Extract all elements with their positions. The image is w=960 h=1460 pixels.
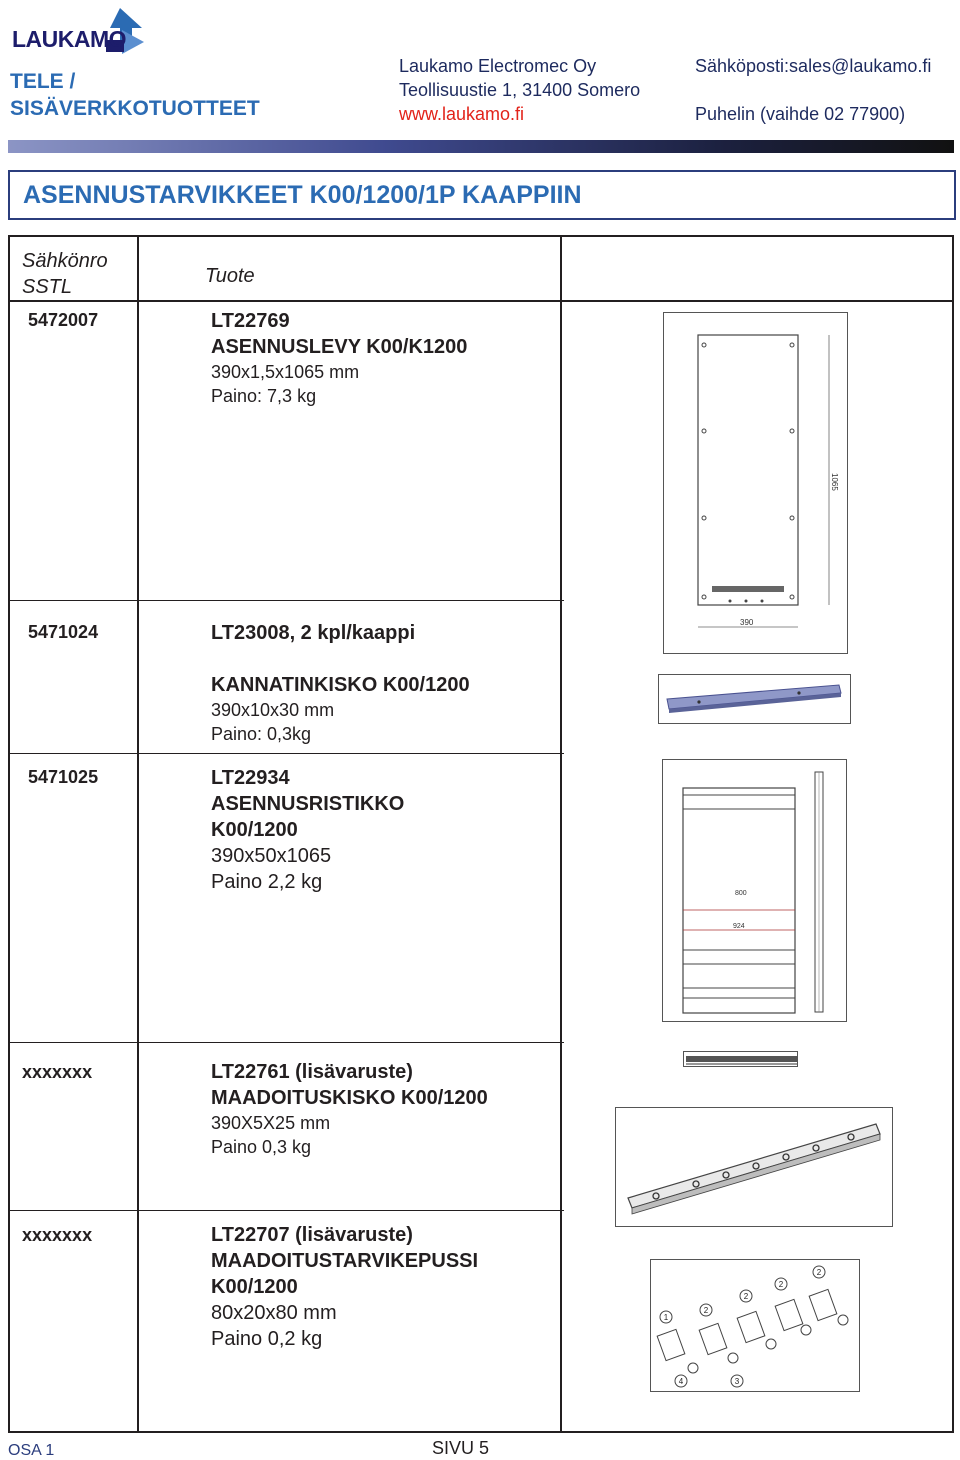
phone-number: Puhelin (vaihde 02 77900) [695,104,906,124]
product-code: 5472007 [28,310,99,330]
row-divider [8,1042,564,1043]
column-header-tuote: Tuote [205,265,255,287]
table-top-border [8,235,954,237]
product-description: LT22769 ASENNUSLEVY K00/K1200 390x1,5x1065 mm Paino: 7,3 kg [211,310,468,406]
logo-text: LAUKAMO [12,26,127,52]
row-divider [8,1210,564,1211]
page-title: ASENNUSTARVIKKEET K00/1200/1P KAAPPIIN [23,181,582,209]
callout-label: 4 [678,1377,684,1386]
company-address: Teollisuustie 1, 31400 Somero [399,80,641,100]
product-code: xxxxxxx [22,1062,93,1082]
table-left-border [8,235,10,1433]
contact-info [695,54,931,126]
category-line-1: TELE / [10,70,76,93]
company-website-link[interactable]: www.laukamo.fi [399,104,525,124]
column-header-sahkonro: Sähkönro SSTL [22,250,108,298]
mounting-plate-drawing [663,312,848,654]
company-name: Laukamo Electromec Oy [399,56,597,76]
grounding-rail-detail [683,1051,798,1067]
callout-label: 2 [778,1280,784,1289]
header-gradient-bar [8,140,954,153]
support-rail-image [658,674,851,724]
company-info [399,54,640,126]
grid-dimension-1: 800 [735,890,747,897]
column-divider-1 [137,235,139,1433]
email-link[interactable]: Sähköposti:sales@laukamo.fi [695,56,932,76]
callout-label: 2 [816,1268,822,1277]
product-description: LT22707 (lisävaruste) MAADOITUSTARVIKEPUSSI K00/1200 80x20x80 mm Paino 0,2 kg [211,1224,479,1350]
product-code: 5471025 [28,767,99,787]
callout-label: 3 [734,1377,740,1386]
callout-label: 2 [703,1306,709,1315]
table-bottom-border [8,1431,954,1433]
grounding-kit-drawing [650,1259,860,1392]
product-code: xxxxxxx [22,1225,93,1245]
footer-section-label: OSA 1 [8,1442,55,1459]
product-code: 5471024 [28,622,99,642]
mounting-grid-drawing [662,759,847,1022]
category-heading [10,68,260,122]
callout-label: 2 [743,1292,749,1301]
plate-height-label: 1065 [830,473,839,491]
callout-label: 1 [663,1313,669,1322]
category-line-2: SISÄVERKKOTUOTTEET [10,97,260,120]
grounding-rail-image [615,1107,893,1227]
header-row-divider [8,300,954,302]
table-right-border [952,235,954,1433]
row-divider [8,600,564,601]
product-description: LT22761 (lisävaruste) MAADOITUSKISKO K00/1200 390X5X25 mm Paino 0,3 kg [211,1061,488,1157]
column-divider-2 [560,235,562,1433]
grid-dimension-2: 924 [733,923,745,930]
plate-width-label: 390 [740,618,754,627]
row-divider [8,753,564,754]
product-description: LT22934 ASENNUSRISTIKKO K00/1200 390x50x1065 Paino 2,2 kg [211,767,405,893]
product-description: LT23008, 2 kpl/kaappi KANNATINKISKO K00/1200 390x10x30 mm Paino: 0,3kg [211,622,470,744]
footer-page-number: SIVU 5 [432,1438,490,1458]
